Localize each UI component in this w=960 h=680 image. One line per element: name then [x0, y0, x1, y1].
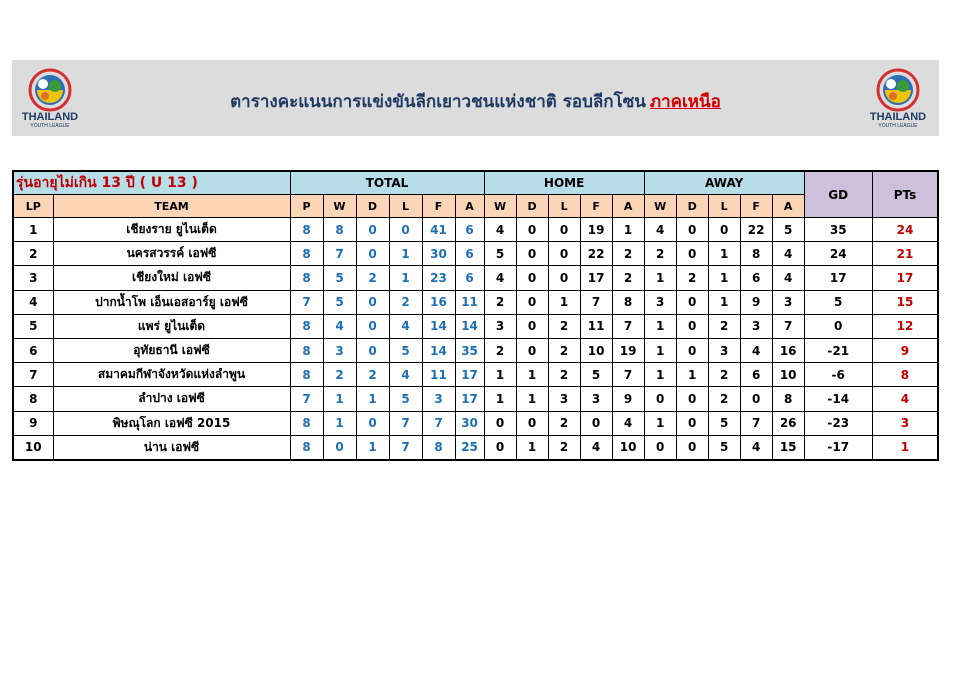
position-cell: 7 [13, 363, 53, 387]
total-stat-cell: 23 [422, 266, 455, 290]
total-stat-cell: 8 [290, 218, 323, 242]
total-stat-cell: 8 [290, 411, 323, 435]
position-cell: 1 [13, 218, 53, 242]
total-stat-cell: 16 [422, 290, 455, 314]
total-stat-cell: 25 [455, 435, 484, 460]
total-col-header: A [455, 195, 484, 218]
home-col-header: W [484, 195, 516, 218]
points-cell: 12 [872, 314, 938, 338]
home-stat-cell: 2 [484, 290, 516, 314]
gd-header: GD [804, 171, 872, 218]
position-cell: 10 [13, 435, 53, 460]
total-stat-cell: 0 [323, 435, 356, 460]
thailand-youth-league-logo [863, 66, 933, 130]
table-row [13, 242, 938, 266]
goal-difference-cell: 24 [804, 242, 872, 266]
pts-header: PTs [872, 171, 938, 218]
points-cell: 1 [872, 435, 938, 460]
away-group-header: AWAY [644, 171, 804, 195]
home-stat-cell: 0 [516, 290, 548, 314]
points-cell: 24 [872, 218, 938, 242]
home-stat-cell: 11 [580, 314, 612, 338]
position-cell: 8 [13, 387, 53, 411]
total-col-header: W [323, 195, 356, 218]
away-stat-cell: 0 [676, 338, 708, 362]
total-col-header: L [389, 195, 422, 218]
away-stat-cell: 1 [644, 314, 676, 338]
total-col-header: P [290, 195, 323, 218]
away-stat-cell: 15 [772, 435, 804, 460]
away-stat-cell: 0 [740, 387, 772, 411]
lp-header: LP [13, 195, 53, 218]
total-stat-cell: 1 [323, 411, 356, 435]
total-stat-cell: 11 [455, 290, 484, 314]
position-cell: 5 [13, 314, 53, 338]
svg-text:THAILAND: THAILAND [869, 111, 927, 123]
points-cell: 21 [872, 242, 938, 266]
total-stat-cell: 6 [455, 218, 484, 242]
away-stat-cell: 1 [708, 290, 740, 314]
away-stat-cell: 2 [676, 266, 708, 290]
total-stat-cell: 1 [389, 242, 422, 266]
away-stat-cell: 1 [708, 242, 740, 266]
away-stat-cell: 0 [676, 218, 708, 242]
title-text: ตารางคะแนนการแข่งขันลีกเยาวชนแห่งชาติ รอบลีกโซน [230, 92, 646, 112]
home-col-header: D [516, 195, 548, 218]
total-stat-cell: 0 [389, 218, 422, 242]
away-stat-cell: 5 [708, 435, 740, 460]
away-col-header: L [708, 195, 740, 218]
home-stat-cell: 8 [612, 290, 644, 314]
goal-difference-cell: -6 [804, 363, 872, 387]
away-col-header: W [644, 195, 676, 218]
away-stat-cell: 0 [676, 411, 708, 435]
home-stat-cell: 1 [548, 290, 580, 314]
away-stat-cell: 5 [772, 218, 804, 242]
away-stat-cell: 4 [740, 338, 772, 362]
points-cell: 15 [872, 290, 938, 314]
away-stat-cell: 4 [772, 266, 804, 290]
home-stat-cell: 0 [516, 338, 548, 362]
total-stat-cell: 0 [356, 218, 389, 242]
total-stat-cell: 5 [389, 387, 422, 411]
away-stat-cell: 10 [772, 363, 804, 387]
home-stat-cell: 0 [548, 242, 580, 266]
home-stat-cell: 0 [580, 411, 612, 435]
home-stat-cell: 0 [516, 242, 548, 266]
total-stat-cell: 8 [290, 266, 323, 290]
away-stat-cell: 1 [708, 266, 740, 290]
home-stat-cell: 5 [580, 363, 612, 387]
total-stat-cell: 0 [356, 338, 389, 362]
home-stat-cell: 10 [612, 435, 644, 460]
away-stat-cell: 5 [708, 411, 740, 435]
away-stat-cell: 2 [708, 314, 740, 338]
home-stat-cell: 1 [484, 387, 516, 411]
away-stat-cell: 0 [676, 435, 708, 460]
away-stat-cell: 3 [644, 290, 676, 314]
goal-difference-cell: 0 [804, 314, 872, 338]
home-stat-cell: 1 [516, 387, 548, 411]
total-stat-cell: 4 [389, 314, 422, 338]
team-name-cell: ลำปาง เอฟซี [53, 387, 290, 411]
total-stat-cell: 3 [323, 338, 356, 362]
home-stat-cell: 0 [516, 411, 548, 435]
home-stat-cell: 1 [516, 363, 548, 387]
goal-difference-cell: 35 [804, 218, 872, 242]
home-stat-cell: 5 [484, 242, 516, 266]
home-stat-cell: 7 [580, 290, 612, 314]
position-cell: 4 [13, 290, 53, 314]
total-stat-cell: 0 [356, 314, 389, 338]
away-stat-cell: 16 [772, 338, 804, 362]
away-stat-cell: 4 [740, 435, 772, 460]
home-stat-cell: 4 [484, 266, 516, 290]
away-stat-cell: 2 [708, 363, 740, 387]
home-stat-cell: 4 [612, 411, 644, 435]
away-stat-cell: 1 [644, 411, 676, 435]
total-stat-cell: 0 [356, 411, 389, 435]
home-stat-cell: 2 [548, 314, 580, 338]
home-stat-cell: 0 [484, 435, 516, 460]
team-name-cell: นครสวรรค์ เอฟซี [53, 242, 290, 266]
team-name-cell: เชียงราย ยูไนเต็ด [53, 218, 290, 242]
home-stat-cell: 17 [580, 266, 612, 290]
home-stat-cell: 2 [548, 363, 580, 387]
home-stat-cell: 1 [516, 435, 548, 460]
home-stat-cell: 1 [484, 363, 516, 387]
away-stat-cell: 6 [740, 363, 772, 387]
home-stat-cell: 0 [484, 411, 516, 435]
total-stat-cell: 8 [290, 338, 323, 362]
total-stat-cell: 7 [389, 411, 422, 435]
svg-text:YOUTH LEAGUE: YOUTH LEAGUE [878, 123, 918, 129]
total-stat-cell: 6 [455, 266, 484, 290]
home-stat-cell: 7 [612, 314, 644, 338]
total-stat-cell: 1 [323, 387, 356, 411]
table-row [13, 314, 938, 338]
away-stat-cell: 2 [708, 387, 740, 411]
total-stat-cell: 5 [389, 338, 422, 362]
home-stat-cell: 0 [516, 266, 548, 290]
table-row [13, 435, 938, 460]
total-stat-cell: 1 [356, 435, 389, 460]
home-col-header: A [612, 195, 644, 218]
away-stat-cell: 0 [644, 387, 676, 411]
away-stat-cell: 1 [676, 363, 708, 387]
total-stat-cell: 7 [389, 435, 422, 460]
total-stat-cell: 4 [389, 363, 422, 387]
position-cell: 2 [13, 242, 53, 266]
goal-difference-cell: -21 [804, 338, 872, 362]
home-col-header: L [548, 195, 580, 218]
total-stat-cell: 2 [389, 290, 422, 314]
home-stat-cell: 19 [612, 338, 644, 362]
total-stat-cell: 35 [455, 338, 484, 362]
team-name-cell: เชียงใหม่ เอฟซี [53, 266, 290, 290]
goal-difference-cell: 17 [804, 266, 872, 290]
total-stat-cell: 2 [356, 266, 389, 290]
total-stat-cell: 14 [455, 314, 484, 338]
position-cell: 3 [13, 266, 53, 290]
points-cell: 3 [872, 411, 938, 435]
home-stat-cell: 2 [548, 435, 580, 460]
home-group-header: HOME [484, 171, 644, 195]
table-row [13, 266, 938, 290]
home-stat-cell: 4 [484, 218, 516, 242]
total-stat-cell: 5 [323, 266, 356, 290]
home-stat-cell: 3 [580, 387, 612, 411]
total-stat-cell: 4 [323, 314, 356, 338]
points-cell: 9 [872, 338, 938, 362]
table-row [13, 290, 938, 314]
home-stat-cell: 22 [580, 242, 612, 266]
home-stat-cell: 0 [548, 218, 580, 242]
total-stat-cell: 8 [323, 218, 356, 242]
total-stat-cell: 30 [422, 242, 455, 266]
position-cell: 9 [13, 411, 53, 435]
position-cell: 6 [13, 338, 53, 362]
goal-difference-cell: -14 [804, 387, 872, 411]
home-stat-cell: 9 [612, 387, 644, 411]
home-stat-cell: 7 [612, 363, 644, 387]
total-stat-cell: 8 [422, 435, 455, 460]
team-name-cell: พิษณุโลก เอฟซี 2015 [53, 411, 290, 435]
total-stat-cell: 7 [323, 242, 356, 266]
away-stat-cell: 0 [676, 242, 708, 266]
away-stat-cell: 1 [644, 266, 676, 290]
away-stat-cell: 0 [644, 435, 676, 460]
age-group-header: รุ่นอายุไม่เกิน 13 ปี ( U 13 ) [13, 171, 290, 195]
away-stat-cell: 0 [676, 387, 708, 411]
region-link: ภาคเหนือ [649, 92, 721, 112]
team-name-cell: แพร่ ยูไนเต็ด [53, 314, 290, 338]
table-row [13, 363, 938, 387]
team-name-cell: ปากน้ำโพ เอ็นเอสอาร์ยู เอฟซี [53, 290, 290, 314]
total-stat-cell: 8 [290, 242, 323, 266]
away-stat-cell: 2 [644, 242, 676, 266]
away-stat-cell: 0 [676, 290, 708, 314]
home-stat-cell: 4 [580, 435, 612, 460]
total-stat-cell: 17 [455, 363, 484, 387]
total-stat-cell: 0 [356, 242, 389, 266]
away-stat-cell: 22 [740, 218, 772, 242]
total-stat-cell: 3 [422, 387, 455, 411]
total-stat-cell: 7 [290, 290, 323, 314]
team-name-cell: สมาคมกีฬาจังหวัดแห่งลำพูน [53, 363, 290, 387]
goal-difference-cell: -23 [804, 411, 872, 435]
points-cell: 4 [872, 387, 938, 411]
total-stat-cell: 8 [290, 363, 323, 387]
away-stat-cell: 3 [708, 338, 740, 362]
page-title [12, 88, 939, 115]
total-stat-cell: 1 [356, 387, 389, 411]
standings-table [12, 170, 939, 461]
home-stat-cell: 2 [548, 411, 580, 435]
total-stat-cell: 6 [455, 242, 484, 266]
total-stat-cell: 14 [422, 314, 455, 338]
total-stat-cell: 8 [290, 314, 323, 338]
points-cell: 17 [872, 266, 938, 290]
away-stat-cell: 7 [740, 411, 772, 435]
home-stat-cell: 3 [484, 314, 516, 338]
away-stat-cell: 8 [740, 242, 772, 266]
total-stat-cell: 7 [290, 387, 323, 411]
table-row [13, 218, 938, 242]
home-stat-cell: 19 [580, 218, 612, 242]
total-stat-cell: 0 [356, 290, 389, 314]
goal-difference-cell: 5 [804, 290, 872, 314]
away-stat-cell: 0 [676, 314, 708, 338]
total-stat-cell: 8 [290, 435, 323, 460]
away-col-header: A [772, 195, 804, 218]
away-col-header: F [740, 195, 772, 218]
home-col-header: F [580, 195, 612, 218]
away-stat-cell: 3 [740, 314, 772, 338]
home-stat-cell: 0 [548, 266, 580, 290]
header-banner [12, 60, 939, 136]
away-stat-cell: 4 [772, 242, 804, 266]
total-stat-cell: 2 [356, 363, 389, 387]
table-row [13, 338, 938, 362]
total-stat-cell: 14 [422, 338, 455, 362]
home-stat-cell: 2 [612, 242, 644, 266]
home-stat-cell: 3 [548, 387, 580, 411]
total-group-header: TOTAL [290, 171, 484, 195]
away-stat-cell: 7 [772, 314, 804, 338]
total-stat-cell: 5 [323, 290, 356, 314]
away-stat-cell: 3 [772, 290, 804, 314]
table-row [13, 411, 938, 435]
away-stat-cell: 1 [644, 338, 676, 362]
away-stat-cell: 4 [644, 218, 676, 242]
total-stat-cell: 7 [422, 411, 455, 435]
away-stat-cell: 0 [708, 218, 740, 242]
total-col-header: F [422, 195, 455, 218]
total-stat-cell: 1 [389, 266, 422, 290]
total-stat-cell: 2 [323, 363, 356, 387]
total-stat-cell: 11 [422, 363, 455, 387]
team-header: TEAM [53, 195, 290, 218]
total-stat-cell: 17 [455, 387, 484, 411]
home-stat-cell: 0 [516, 218, 548, 242]
svg-text:THAILAND: THAILAND [21, 111, 79, 123]
points-cell: 8 [872, 363, 938, 387]
goal-difference-cell: -17 [804, 435, 872, 460]
home-stat-cell: 2 [484, 338, 516, 362]
home-stat-cell: 2 [612, 266, 644, 290]
away-stat-cell: 26 [772, 411, 804, 435]
home-stat-cell: 1 [612, 218, 644, 242]
away-stat-cell: 1 [644, 363, 676, 387]
away-stat-cell: 6 [740, 266, 772, 290]
team-name-cell: อุทัยธานี เอฟซี [53, 338, 290, 362]
team-name-cell: น่าน เอฟซี [53, 435, 290, 460]
total-col-header: D [356, 195, 389, 218]
away-stat-cell: 9 [740, 290, 772, 314]
home-stat-cell: 10 [580, 338, 612, 362]
total-stat-cell: 30 [455, 411, 484, 435]
away-col-header: D [676, 195, 708, 218]
total-stat-cell: 41 [422, 218, 455, 242]
home-stat-cell: 0 [516, 314, 548, 338]
home-stat-cell: 2 [548, 338, 580, 362]
away-stat-cell: 8 [772, 387, 804, 411]
table-row [13, 387, 938, 411]
svg-text:YOUTH LEAGUE: YOUTH LEAGUE [30, 123, 70, 129]
